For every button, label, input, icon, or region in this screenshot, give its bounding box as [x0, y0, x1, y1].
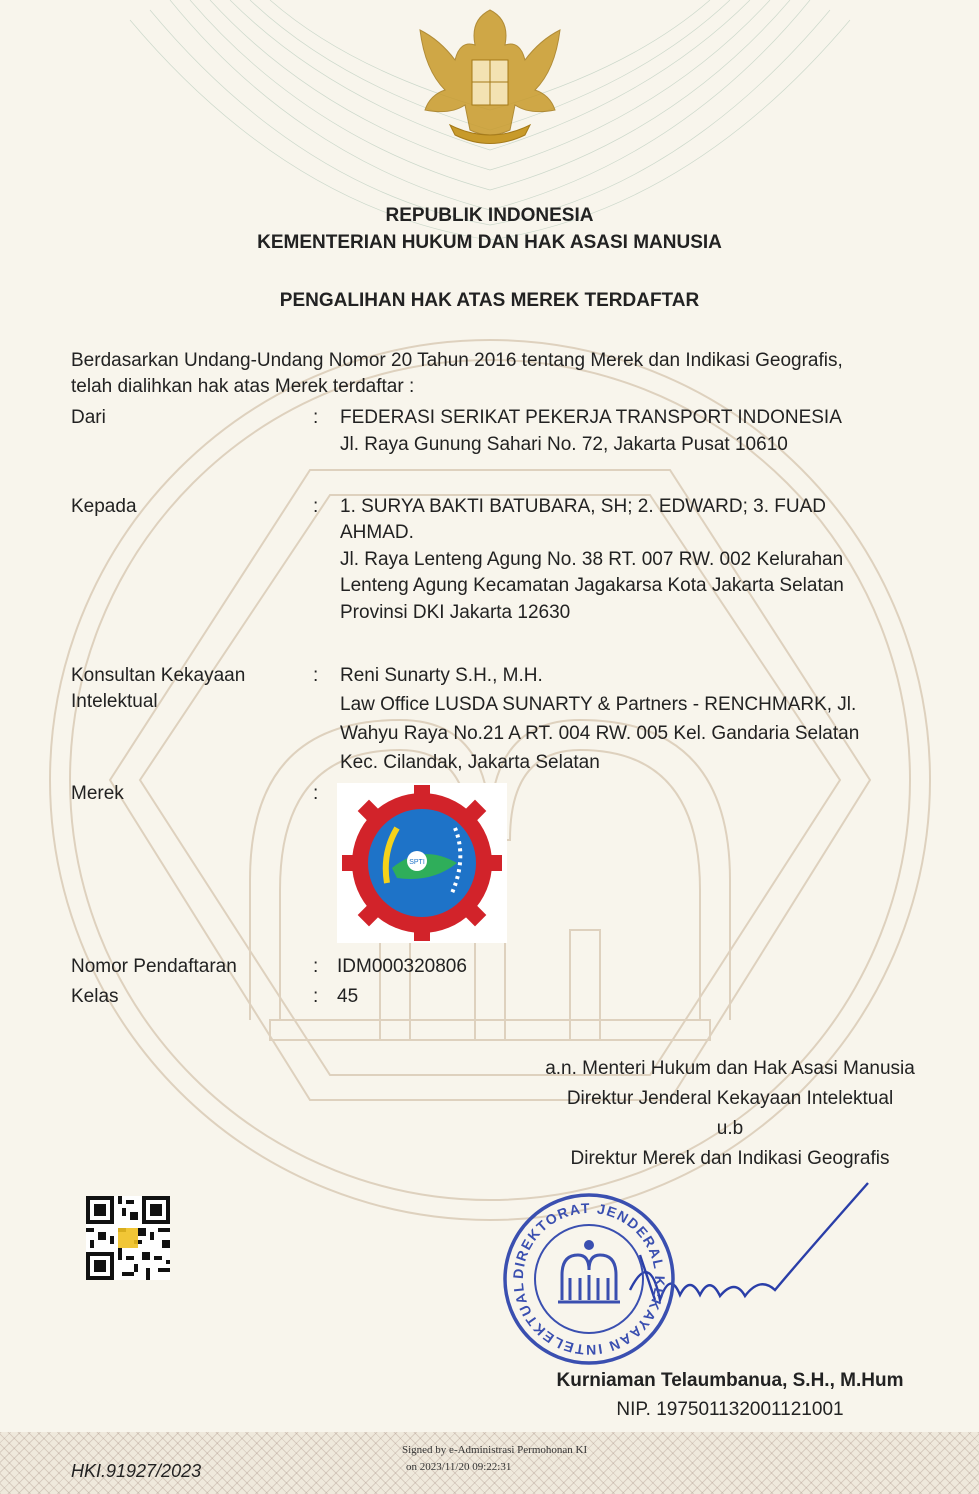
kepada-line-4: Lenteng Agung Kecamatan Jagakarsa Kota Jakarta Selatan [340, 575, 844, 596]
signatory-line-2: Direktur Jenderal Kekayaan Intelektual [566, 1088, 894, 1109]
signatory-name: Kurniaman Telaumbanua, S.H., M.Hum [556, 1370, 904, 1391]
dari-address: Jl. Raya Gunung Sahari No. 72, Jakarta Pusat 10610 [340, 434, 788, 455]
konsultan-line-2: Law Office LUSDA SUNARTY & Partners - RENCHMARK, Jl. [340, 694, 857, 715]
signed-by-text: Signed by e-Administrasi Permohonan KI [402, 1444, 588, 1456]
signatory-line-4: Direktur Merek dan Indikasi Geografis [570, 1148, 890, 1169]
kepada-label: Kepada [71, 496, 137, 517]
logo-text: SPTI [409, 859, 425, 866]
garuda-emblem-icon [420, 10, 560, 144]
nomor-pendaftaran-value: IDM000320806 [337, 956, 467, 977]
kepada-colon: : [313, 496, 319, 517]
kelas-label: Kelas [71, 986, 119, 1007]
intro-line-2: telah dialihkan hak atas Merek terdaftar : [71, 376, 415, 397]
kepada-line-1: 1. SURYA BAKTI BATUBARA, SH; 2. EDWARD; 3. FUAD [340, 496, 827, 517]
kepada-line-5: Provinsi DKI Jakarta 12630 [340, 602, 571, 623]
signatory-nip: NIP. 197501132001121001 [616, 1399, 844, 1420]
konsultan-label-2: Intelektual [71, 691, 158, 712]
konsultan-line-1: Reni Sunarty S.H., M.H. [340, 665, 543, 686]
kepada-line-2: AHMAD. [340, 522, 414, 543]
signatory-line-3: u.b [716, 1118, 744, 1139]
konsultan-label-1: Konsultan Kekayaan [71, 665, 246, 686]
kepada-line-3: Jl. Raya Lenteng Agung No. 38 RT. 007 RW. 002 Kelurahan [340, 549, 844, 570]
fspti-gear-logo-icon [337, 783, 507, 943]
konsultan-colon: : [313, 665, 319, 686]
merek-label: Merek [71, 783, 124, 804]
nomor-pendaftaran-colon: : [313, 956, 319, 977]
kelas-value: 45 [337, 986, 359, 1007]
signed-on-text: on 2023/11/20 09:22:31 [406, 1461, 512, 1473]
nomor-pendaftaran-label: Nomor Pendaftaran [71, 956, 237, 977]
merek-colon: : [313, 783, 319, 804]
dari-label: Dari [71, 407, 106, 428]
intro-line-1: Berdasarkan Undang-Undang Nomor 20 Tahun 2016 tentang Merek dan Indikasi Geografis, [71, 350, 843, 371]
djki-stamp-icon [500, 1190, 678, 1368]
kelas-colon: : [313, 986, 319, 1007]
konsultan-line-3: Wahyu Raya No.21 A RT. 004 RW. 005 Kel. Gandaria Selatan [340, 723, 860, 744]
hki-number: HKI.91927/2023 [71, 1461, 202, 1481]
document-title: PENGALIHAN HAK ATAS MEREK TERDAFTAR [279, 290, 700, 311]
country-heading: REPUBLIK INDONESIA [385, 205, 594, 226]
ministry-heading: KEMENTERIAN HUKUM DAN HAK ASASI MANUSIA [257, 232, 722, 253]
qr-code-icon [86, 1196, 170, 1280]
konsultan-line-4: Kec. Cilandak, Jakarta Selatan [340, 752, 600, 773]
dari-colon: : [313, 407, 319, 428]
signatory-line-1: a.n. Menteri Hukum dan Hak Asasi Manusia [545, 1058, 915, 1079]
dari-name: FEDERASI SERIKAT PEKERJA TRANSPORT INDONESIA [340, 407, 842, 428]
stamp-text: DIREKTORAT JENDERAL KEKAYAAN INTELEKTUAL [509, 1199, 669, 1359]
